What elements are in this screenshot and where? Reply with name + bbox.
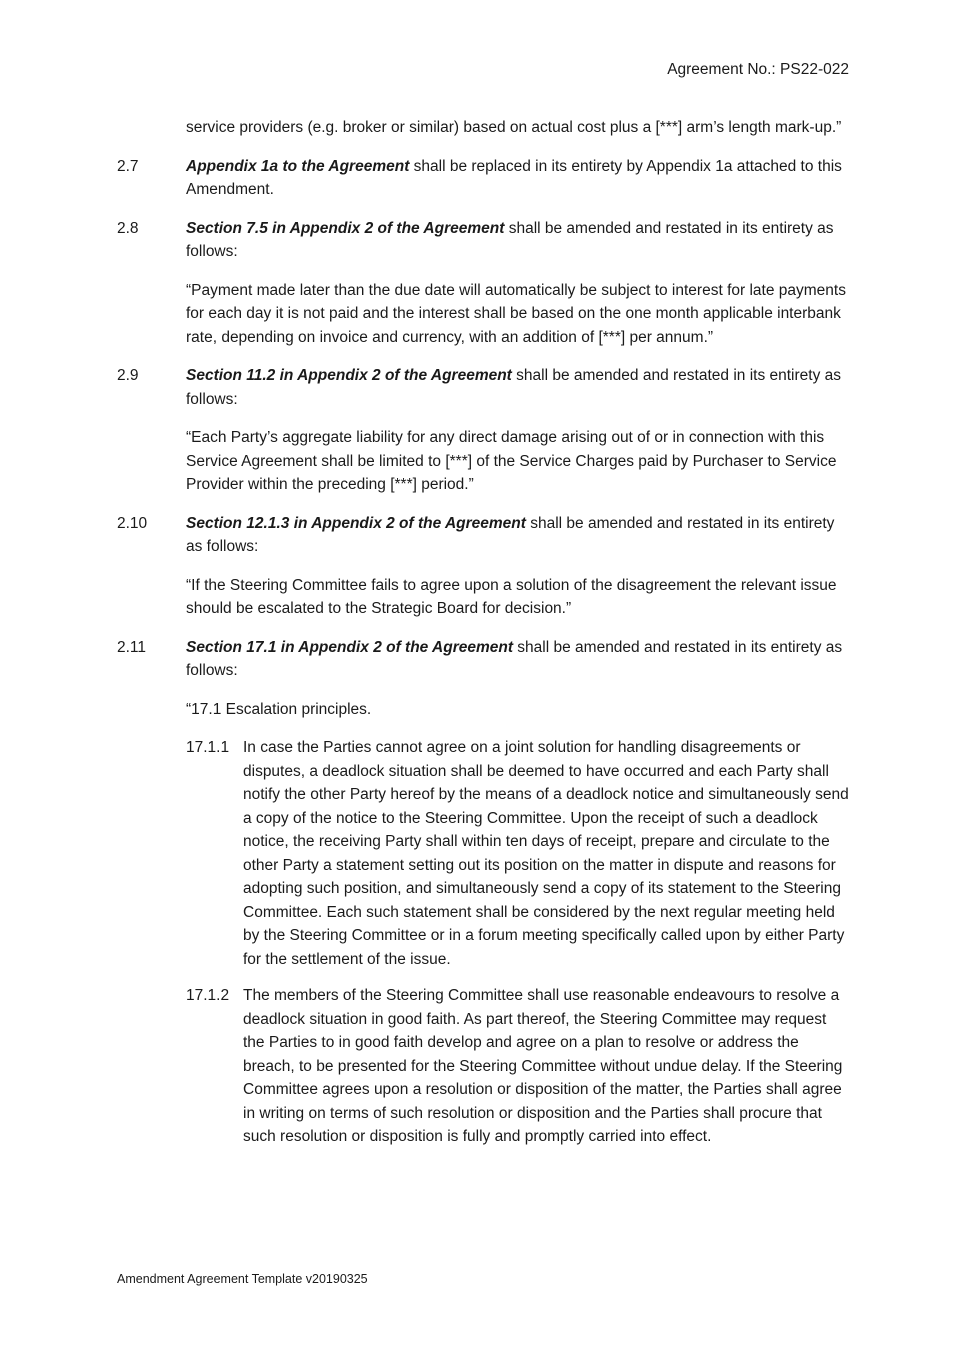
clause-body — [186, 217, 849, 264]
clause-text: shall be amended and restated in its entirety as follows: — [186, 514, 835, 555]
clause-2-7 — [117, 155, 849, 202]
clause-text: shall be amended and restated in its entirety as follows: — [186, 367, 841, 408]
clause-quote: “Each Party’s aggregate liability for any direct damage arising out of or in connection with this Service Agreement shall be limited to [***] of the Service Charges paid by Purchaser to Service Provider within the preceding [***] period.” — [186, 429, 837, 493]
intro-paragraph: service providers (e.g. broker or similar) based on actual cost plus a [***] arm’s length mark-up.” — [186, 119, 842, 136]
clause-quote: “Payment made later than the due date will automatically be subject to interest for late payments for each day it is not paid and the interest shall be based on the one month applicable interbank rate, depending on invoice and currency, with an addition of [***] per annum.” — [186, 281, 846, 346]
subclause-number: 17.1.1 — [186, 739, 230, 756]
clause-reference: Appendix 1a to the Agreement — [186, 157, 410, 175]
clause-text: shall be replaced in its entirety by Appendix 1a attached to this Amendment. — [186, 157, 842, 198]
clause-reference: Section 7.5 in Appendix 2 of the Agreement — [186, 219, 505, 237]
agreement-number: Agreement No.: PS22-022 — [667, 61, 849, 78]
clause-quote: “If the Steering Committee fails to agree upon a solution of the disagreement the relevant issue should be escalated to the Strategic Board for decision.” — [186, 576, 837, 617]
clause-number: 2.10 — [117, 514, 148, 532]
clause-number: 2.9 — [117, 367, 139, 384]
clause-number: 2.7 — [117, 157, 139, 175]
clause-2-10 — [117, 512, 849, 559]
subclause-text: In case the Parties cannot agree on a joint solution for handling disagreements or disputes, a deadlock situation shall be deemed to have occurred and each Party shall notify the other Party hereof by the means of a deadlock notice and simultaneously send a copy of the notice to the Steering Committee. Upon the receipt of such a deadlock notice, the receiving Party shall within ten days of receipt, prepare and circulate to the other Party a statement setting out its position on the matter in dispute and reasons for adopting such position, and simultaneously send a copy of its statement to the Steering Committee. Each such statement shall be considered by the next regular meeting held by the Steering Committee or in a forum meeting specifically called upon by either Party for the settlement of the issue. — [243, 739, 849, 968]
clause-number: 2.8 — [117, 219, 139, 237]
clause-body — [186, 512, 849, 559]
clause-text: shall be amended and restated in its entirety as follows: — [186, 219, 834, 260]
clause-reference: Section 17.1 in Appendix 2 of the Agreement — [186, 638, 513, 656]
clause-quote: “17.1 Escalation principles. — [186, 700, 372, 718]
clause-number: 2.11 — [117, 638, 147, 656]
clause-body — [186, 636, 849, 683]
document-body — [117, 116, 849, 1162]
clause-2-11 — [117, 636, 849, 683]
subclause-17-1-2 — [186, 984, 849, 1149]
subclause-text: The members of the Steering Committee shall use reasonable endeavours to resolve a deadlock situation in good faith. As part thereof, the Steering Committee may request the Parties to in good faith develop and agree on a plan to resolve or address the breach, to be presented for the Steering Committee without undue delay. If the Steering Committee agrees upon a resolution or disposition of the matter, the Parties shall agree in writing on terms of such resolution or disposition and the Parties shall procure that such resolution or disposition is fully and promptly carried into effect. — [243, 987, 843, 1145]
clause-reference: Section 12.1.3 in Appendix 2 of the Agreement — [186, 514, 526, 532]
clause-body — [186, 364, 849, 411]
footer-template-version: Amendment Agreement Template v20190325 — [117, 1272, 368, 1286]
clause-2-8 — [117, 217, 849, 264]
clause-reference: Section 11.2 in Appendix 2 of the Agreement — [186, 367, 512, 384]
clause-text: shall be amended and restated in its entirety as follows: — [186, 638, 843, 679]
subclause-17-1-1 — [186, 736, 849, 971]
clause-2-9 — [117, 364, 849, 411]
clause-body — [186, 155, 849, 202]
subclause-number: 17.1.2 — [186, 987, 230, 1004]
